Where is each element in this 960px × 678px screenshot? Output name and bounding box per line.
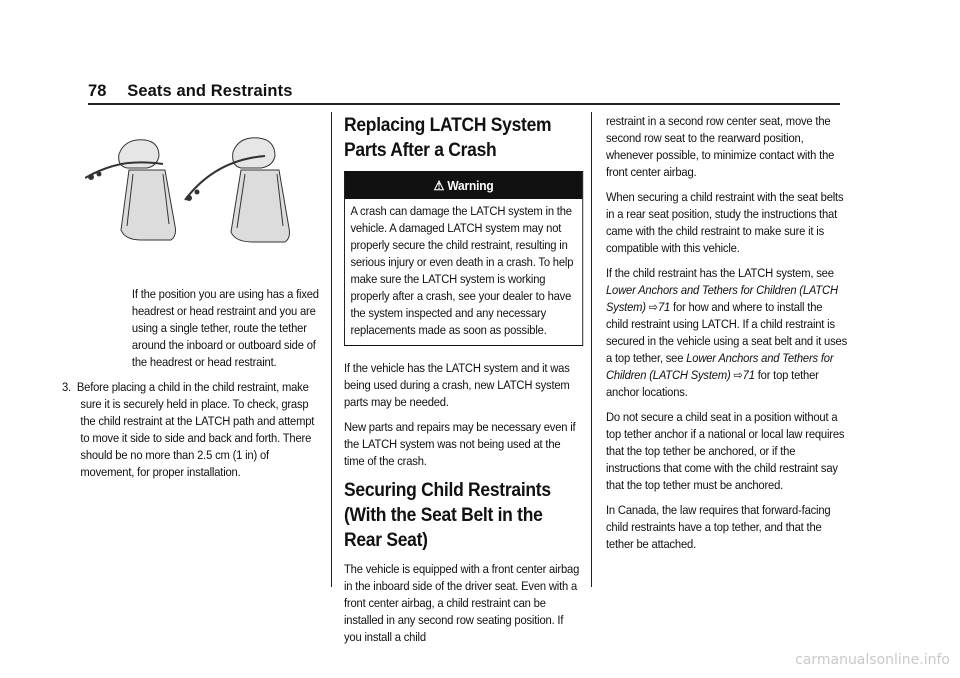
column-divider-1	[331, 112, 332, 587]
column-right	[606, 113, 847, 561]
cross-reference-link[interactable]: Lower Anchors and Tethers for Children (LATCH System)	[606, 351, 834, 382]
cross-reference-link[interactable]: Lower Anchors and Tethers for Children (LATCH System)	[606, 283, 838, 314]
page-ref[interactable]: 71	[657, 300, 671, 314]
paragraph: If the vehicle has the LATCH system and it was being used during a crash, new LATCH system parts may be needed.	[344, 361, 570, 409]
section-title: Seats and Restraints	[127, 82, 293, 100]
header-rule	[88, 103, 840, 105]
page-ref-icon: ⇨	[648, 300, 658, 314]
heading-securing-child-restraints: Securing Child Restraints (With the Seat Belt in the Rear Seat)	[344, 480, 551, 551]
paragraph: When securing a child restraint with the seat belts in a rear seat position, study the instructions that came with the child restraint to make sure it is compatible with this vehicle.	[606, 190, 844, 255]
column-left	[62, 286, 320, 489]
list-item-number: 3.	[62, 380, 71, 394]
paragraph: The vehicle is equipped with a front center airbag in the inboard side of the driver seat. Even with a front center airbag, a child restraint can be installed in any second row seating position. If you install a child	[344, 562, 580, 644]
text: If the child restraint has the LATCH system, see	[606, 266, 834, 280]
headrest-note: If the position you are using has a fixed headrest or head restraint and you are using a single tether, route the tether around the inboard or outboard side of the headrest or head restraint.	[131, 287, 319, 369]
warning-label: Warning	[447, 178, 494, 193]
warning-header	[345, 172, 582, 199]
text: for how and where to install the child restraint using LATCH. If a child restraint is secured in the vehicle using a seat belt and it uses a top tether, see	[606, 300, 848, 365]
paragraph: restraint in a second row center seat, move the second row seat to the rearward position, whenever possible, to minimize contact with the front center airbag.	[606, 114, 835, 179]
page-number: 78	[88, 82, 107, 100]
text: for top tether anchor locations.	[606, 368, 819, 399]
column-divider-2	[591, 112, 592, 587]
heading-replacing-latch: Replacing LATCH System Parts After a Crash	[344, 115, 552, 161]
watermark: carmanualsonline.info	[795, 652, 950, 668]
warning-box	[344, 171, 583, 346]
headrest-tether-illustration	[85, 130, 295, 250]
paragraph: In Canada, the law requires that forward-facing child restraints have a top tether, and that the tether be attached.	[606, 503, 831, 551]
paragraph	[606, 265, 847, 401]
paragraph: Do not secure a child seat in a position without a top tether anchor if a national or local law requires that the top tether be anchored, or if the instructions that come with the child restraint say that the top tether must be anchored.	[606, 410, 845, 492]
warning-icon: ⚠	[433, 178, 445, 193]
list-item-3	[62, 379, 320, 481]
paragraph: New parts and repairs may be necessary even if the LATCH system was not being used at the time of the crash.	[344, 420, 576, 468]
page-header	[88, 82, 292, 101]
list-item-text: Before placing a child in the child restraint, make sure it is securely held in place. To check, grasp the child restraint at the LATCH path and attempt to move it side to side and back and forth. There should be no more than 2.5 cm (1 in) of movement, for proper installation.	[76, 380, 315, 479]
column-middle	[344, 113, 583, 654]
page-ref[interactable]: 71	[742, 368, 755, 382]
page-ref-icon: ⇨	[733, 368, 743, 382]
warning-text: A crash can damage the LATCH system in the vehicle. A damaged LATCH system may not properly secure the child restraint, resulting in serious injury or even death in a crash. To help make sure the LATCH system is working properly after a crash, see your dealer to have the system inspected and any necessary replacements made as soon as possible.	[350, 204, 574, 337]
